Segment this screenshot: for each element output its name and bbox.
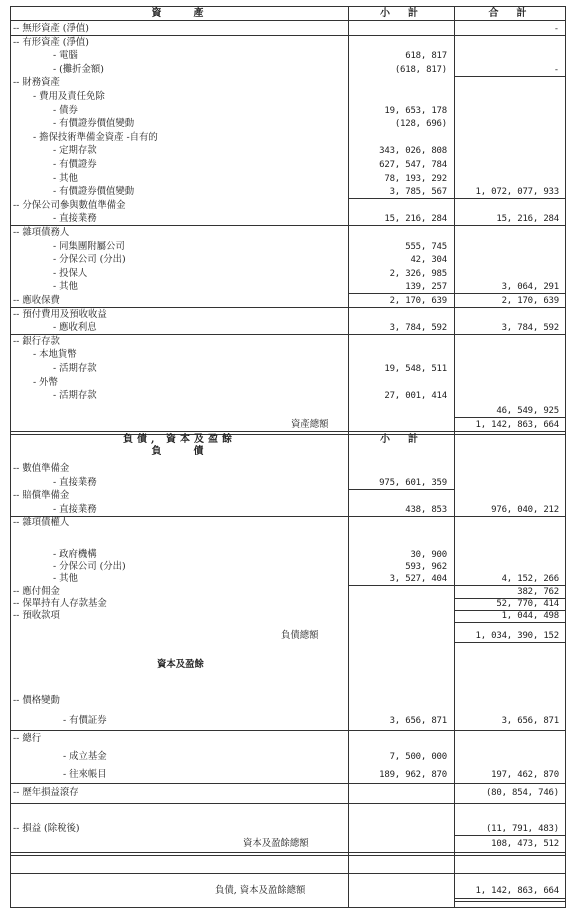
pl-row: [11, 823, 565, 835]
capital-header: 資本及盈餘: [157, 659, 204, 670]
grand-total-row: [11, 885, 565, 897]
row-subtotal: 618, 817: [405, 51, 447, 62]
row-label: - 定期存款: [53, 145, 97, 157]
assets-total-row: [11, 419, 565, 431]
double-rule: [11, 852, 565, 856]
capital-total-row: [11, 838, 565, 850]
capital-total-value: 108, 473, 512: [491, 839, 559, 849]
row-total: 3, 784, 592: [501, 323, 559, 334]
row-label: - 分保公司 (分出): [53, 561, 126, 573]
row-subtotal: 593, 962: [405, 562, 447, 573]
table-row: [11, 159, 565, 171]
row-label: -- 雜項債務人: [13, 227, 70, 238]
row-label: - 直接業務: [53, 503, 97, 515]
liabilities-header: 負 債: [151, 446, 208, 457]
price-change-label: -- 價格變動: [13, 695, 60, 706]
bank-deposits-total-row: [11, 405, 565, 417]
table-row: [11, 377, 565, 389]
head-office-row: [11, 733, 565, 745]
retained-row: [11, 787, 565, 799]
row-subtotal: 3, 785, 567: [389, 187, 447, 198]
row-label: -- 預付費用及預收收益: [13, 308, 107, 320]
row-label: - (攤折金額): [53, 63, 104, 75]
row-total: -: [553, 24, 559, 34]
head-office-label: -- 總行: [13, 733, 42, 744]
row-subtotal: 438, 853: [405, 504, 447, 515]
row-subtotal: 2, 326, 985: [389, 268, 447, 279]
row-label: -- 雜項債權人: [13, 517, 70, 529]
row-total: 52, 770, 414: [496, 598, 559, 609]
row-total: 1, 044, 498: [501, 611, 559, 621]
row-subtotal: 19, 548, 511: [384, 364, 447, 374]
subtotal-header-2: 小 計: [380, 434, 422, 445]
rule: [454, 417, 565, 418]
row-label: - 其他: [53, 172, 78, 184]
table-row: [11, 268, 565, 280]
grand-total-label: 負債, 資本及盈餘總額: [215, 885, 306, 896]
table-row: [11, 295, 565, 307]
row-subtotal: 15, 216, 284: [384, 214, 447, 225]
table-row: [11, 281, 565, 293]
capital-header-row: [11, 659, 565, 671]
retained-label: -- 歷年損益滾存: [13, 787, 79, 798]
row-label: - 其他: [53, 573, 78, 585]
pl-label: -- 損益 (除稅後): [13, 823, 80, 834]
table-row: [11, 23, 565, 35]
rule: [11, 730, 565, 731]
row-label: - 直接業務: [53, 213, 97, 225]
table-row: [11, 118, 565, 130]
table-row: [11, 477, 565, 489]
double-rule: [454, 898, 565, 902]
liab-capital-header: 負債, 資本及盈餘: [123, 434, 236, 445]
securities-total: 3, 656, 871: [501, 716, 559, 726]
row-subtotal: (618, 817): [394, 64, 447, 75]
rule: [454, 622, 565, 623]
row-label: - 有價證券價值變動: [53, 118, 135, 130]
row-subtotal: 343, 026, 808: [379, 146, 447, 157]
securities-row: [11, 715, 565, 727]
row-subtotal: 2, 170, 639: [389, 296, 447, 306]
rule: [11, 783, 565, 784]
header-rule: [11, 20, 565, 21]
row-label: -- 財務資產: [13, 77, 60, 89]
row-total: 4, 152, 266: [501, 574, 559, 585]
table-row: [11, 77, 565, 89]
fund-subtotal: 7, 500, 000: [389, 752, 447, 762]
grand-total-value: 1, 142, 863, 664: [475, 886, 559, 896]
row-label: -- 有形資產 (淨值): [13, 36, 89, 48]
table-row: [11, 254, 565, 266]
table-row: [11, 200, 565, 212]
row-subtotal: 78, 193, 292: [384, 173, 447, 184]
rule: [11, 873, 565, 874]
table-row: [11, 132, 565, 144]
table-row: [11, 390, 565, 402]
row-label: - 電腦: [53, 50, 78, 62]
current-account-label: - 往來帳目: [63, 769, 107, 780]
table-row: [11, 549, 565, 561]
row-total: -: [553, 64, 559, 75]
row-subtotal: 139, 257: [405, 282, 447, 293]
row-label: - 有價證券: [53, 159, 97, 170]
row-label: - 投保人: [53, 267, 88, 279]
row-label: -- 數值準備金: [13, 463, 70, 474]
table-row: [11, 598, 565, 610]
table-row: [11, 573, 565, 585]
subtotal-header: 小 計: [380, 8, 422, 19]
row-total: 976, 040, 212: [491, 504, 559, 515]
table-row: [11, 50, 565, 62]
row-total: 382, 762: [517, 586, 559, 597]
row-label: - 分保公司 (分出): [53, 254, 126, 266]
rule: [454, 642, 565, 643]
rule: [454, 835, 565, 836]
assets-total-label: 資產總額: [291, 419, 329, 430]
table-row: [11, 37, 565, 49]
liabilities-total-row: [11, 630, 565, 642]
row-label: - 外幣: [33, 376, 58, 388]
row-subtotal: 975, 601, 359: [379, 477, 447, 488]
table-row: [11, 463, 565, 475]
table-row: [11, 213, 565, 225]
row-label: -- 賠償準備金: [13, 490, 70, 502]
fund-row: [11, 751, 565, 763]
table-row: [11, 336, 565, 348]
table-row: [11, 145, 565, 157]
table-row: [11, 561, 565, 573]
row-total: 3, 064, 291: [501, 282, 559, 293]
row-label: -- 銀行存款: [13, 335, 60, 347]
table-row: [11, 105, 565, 117]
table-row: [11, 91, 565, 103]
row-total: 2, 170, 639: [501, 296, 559, 306]
row-label: - 直接業務: [53, 476, 97, 488]
securities-subtotal: 3, 656, 871: [389, 716, 447, 726]
row-label: - 活期存款: [53, 390, 97, 402]
current-account-subtotal: 189, 962, 870: [379, 770, 447, 780]
row-subtotal: 555, 745: [405, 241, 447, 252]
table-row: [11, 504, 565, 516]
row-subtotal: 42, 304: [410, 255, 447, 266]
table-row: [11, 241, 565, 253]
row-subtotal: 19, 653, 178: [384, 105, 447, 116]
bank-deposits-total: 46, 549, 925: [496, 406, 559, 416]
table-row: [11, 173, 565, 185]
table-row: [11, 517, 565, 529]
row-subtotal: (128, 696): [394, 119, 447, 130]
row-label: -- 保單持有人存款基金: [13, 597, 107, 609]
assets-header: 資 產: [151, 8, 208, 19]
row-label: - 活期存款: [53, 363, 97, 374]
current-account-total: 197, 462, 870: [491, 770, 559, 780]
row-label: - 同集團附屬公司: [53, 240, 125, 252]
balance-sheet: [10, 6, 566, 908]
row-label: - 費用及責任免除: [33, 91, 105, 102]
capital-total-label: 資本及盈餘總額: [243, 838, 309, 849]
row-subtotal: 30, 900: [410, 550, 447, 560]
row-label: - 擔保技術準備金資產 -自有的: [33, 131, 158, 143]
price-change-row: [11, 695, 565, 707]
row-total: 15, 216, 284: [496, 214, 559, 225]
row-label: - 有價證券價值變動: [53, 186, 135, 198]
row-total: 1, 072, 077, 933: [475, 187, 559, 198]
total-header: 合 計: [488, 8, 531, 19]
row-label: - 債券: [53, 104, 78, 116]
row-subtotal: 27, 001, 414: [384, 391, 447, 402]
row-label: -- 應收保費: [13, 295, 60, 306]
table-row: [11, 610, 565, 622]
row-label: -- 無形資產 (淨值): [13, 23, 89, 34]
current-account-row: [11, 769, 565, 781]
fund-label: - 成立基金: [63, 751, 107, 762]
table-row: [11, 186, 565, 198]
row-label: -- 分保公司參與數值準備金: [13, 199, 126, 211]
retained-total: (80, 854, 746): [485, 788, 559, 798]
rule: [11, 803, 565, 804]
table-row: [11, 322, 565, 334]
table-row: [11, 349, 565, 361]
table-row: [11, 64, 565, 76]
row-label: -- 應付佣金: [13, 585, 60, 597]
row-label: - 應收利息: [53, 322, 97, 334]
table-row: [11, 227, 565, 239]
table-row: [11, 490, 565, 502]
assets-total-value: 1, 142, 863, 664: [475, 420, 559, 430]
table-row: [11, 586, 565, 598]
liabilities-total-label: 負債總額: [281, 630, 319, 641]
row-subtotal: 627, 547, 784: [379, 160, 447, 170]
row-subtotal: 3, 527, 404: [389, 574, 447, 585]
row-subtotal: 3, 784, 592: [389, 323, 447, 334]
row-label: - 其他: [53, 281, 78, 293]
row-label: - 本地貨幣: [33, 349, 77, 361]
table-row: [11, 363, 565, 375]
liabilities-total-value: 1, 034, 390, 152: [475, 631, 559, 641]
pl-total: (11, 791, 483): [485, 824, 559, 834]
row-label: -- 預收款項: [13, 610, 60, 621]
securities-label: - 有價証券: [63, 715, 107, 726]
table-row: [11, 309, 565, 321]
row-label: - 政府機構: [53, 549, 97, 560]
